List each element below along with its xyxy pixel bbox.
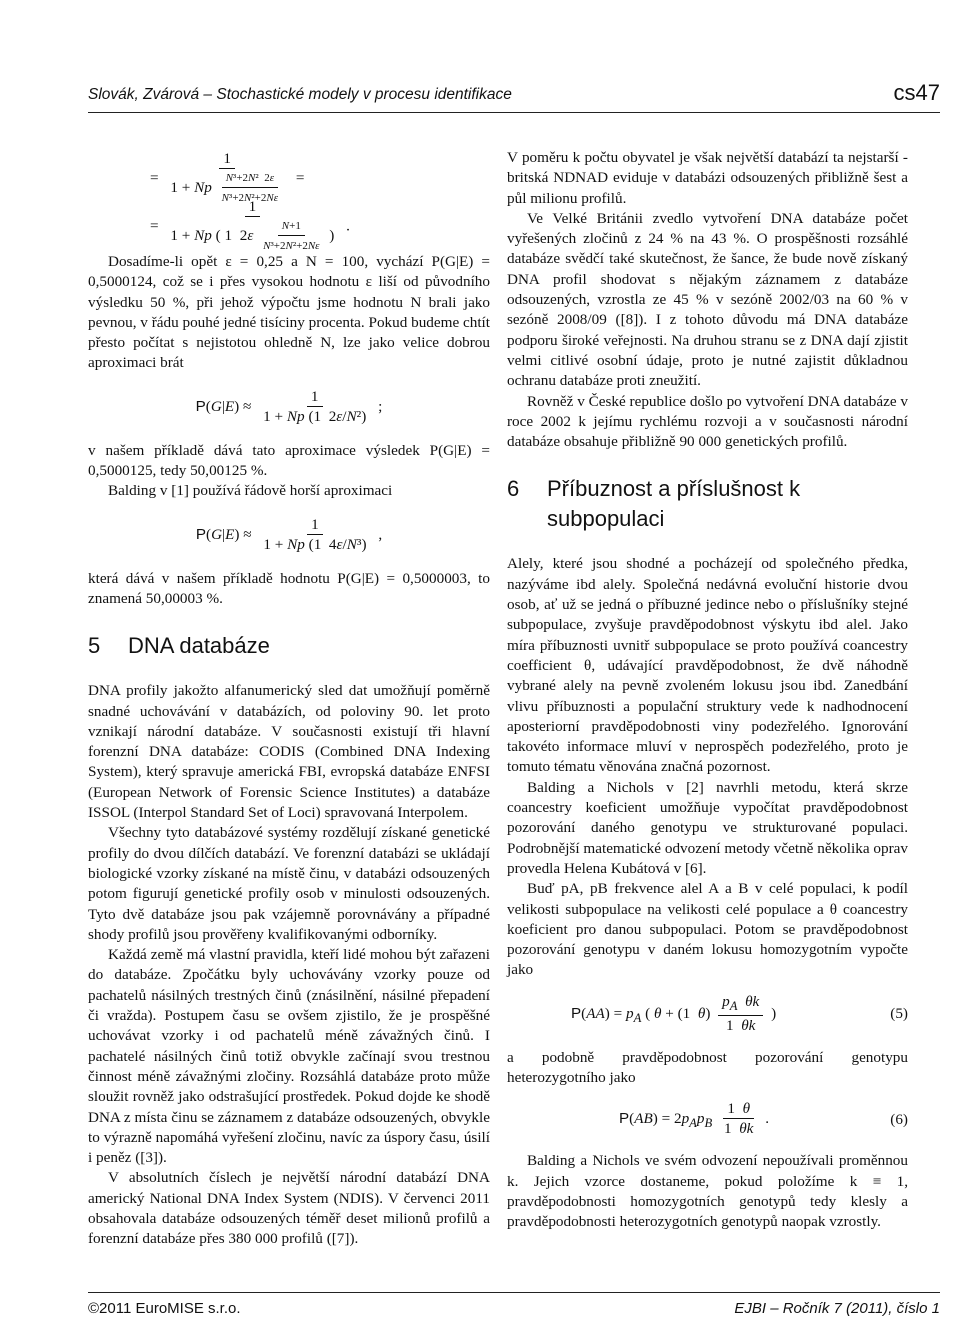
equation-number: (5)	[890, 1005, 908, 1023]
paragraph: Každá země má vlastní pravidla, kteří lidé mohou být zařazeni do databáze. Zpočátku byly uchovávány vzorky pouze od pachatelů násilných trestných činů (znásilnění, násilné přepadení či vražda). Postupem času se ovšem zjistilo, že je prospěšné uchovávat vzorky i od pachatelů méně závažných činů. I pachatelé násilných činů totiž obvykle začínají svou trestnou činnost méně závažnými zločiny. Rozsáhlá databáze proto může sloužit rovněž jako odstrašující prostředek. Pokud dojde ke shodě DNA z místa činu se záznamem z databáze odsouzených, obvykle to výrazně napomáhá vyřešení zločinu, navíc za úspory času, úsilí i peněz ([3]).	[88, 946, 490, 1167]
right-column	[507, 148, 908, 1233]
paragraph: v našem příkladě dává tato aproximace výsledek P(G|E) = 0,5000125, tedy 50,00125 %.	[88, 441, 490, 480]
paragraph: Ve Velké Británii zvedlo vytvoření DNA databáze počet vyřešených zločinů z 24 % na 43 %. O prospěšnosti rozsáhlé databáze svědčí také skutečnost, že šance, že bude nově získaný DNA profil shodovat s nějakým záznamem z databáze odsouzených, vzrostla ze 45 % v sezóně 2002/03 na 60 % v sezóně 2008/09 ([8]). I z tohoto důvodu má DNA databáze podporu široké veřejnosti. Na druhou stranu se z DNA dají zjistit velmi citlivé osobní údaje, proto je nutné zajistit důkladnou ochranu databáze proti zneužití.	[507, 209, 908, 390]
equation-5: $P(AA) = p_A$ ( θ + (1 θ) $\frac{p_A \theta k}{1 \theta k}$ ) (5)	[571, 992, 908, 1034]
equation-approx-2: P(G|E) ≈ $\frac{1}{\text{1 + Np (1 4ε/N³)}}$ ,	[195, 515, 383, 553]
paragraph: Všechny tyto databázové systémy rozdělují získané genetické profily do dvou dílčích databází. Ve forenzní databázi se ukládají biologické vzorky získané na místě činu, v databázi odsouzených potom figurují genetické profily osob v minulosti odsouzených. Tyto dvě databáze jsou pak vzájemně porovnávány a případné shody profilů jsou prověřeny kvalifikovanými odborníky.	[88, 824, 490, 943]
paragraph: Alely, které jsou shodné a pocházejí od společného předka, nazýváme ibd alely. Společná nedávná evoluční historie dvou osob, ať už se jedná o příbuzné jedince nebo o příslušníky stejné subpopulace, zvyšuje pravděpodobnost výskytu ibd alel. Jako míra příbuznosti uvnitř subpopulace se proto používá coancestry coefficient θ, udávající pravděpodobnost, že dvě náhodně vybrané alely na pevně zvoleném lokusu jsou ibd. Zanedbání vlivu příbuznosti a populační struktury vede k nadhodnocení aposteriorní pravděpodobnosti viny podezřelého. Ignorování takovéto informace mluví v neprospěch podezřelého, proto je tomuto tématu věnována značná pozornost.	[507, 555, 908, 776]
paragraph: Buď pA, pB frekvence alel A a B v celé populaci, k podíl velikosti subpopulace na velikosti celé populace a θ coancestry koeficient pro danou subpopulaci. Potom se pravděpodobnost pozorování genotypu v daném lokusu homozygotním vypočte jako	[507, 880, 908, 979]
section-title: DNA databáze	[128, 633, 270, 659]
section-heading	[88, 631, 490, 661]
running-title: Slovák, Zvárová – Stochastické modely v procesu identifikace	[88, 86, 512, 103]
header-rule	[88, 112, 940, 113]
equation-approx-1: P(G|E) ≈ $\frac{1}{\text{1 + Np (1 2ε/N²)}}$ ;	[195, 387, 383, 425]
page-number: cs47	[893, 80, 940, 105]
section-number: 6	[507, 476, 520, 502]
journal-info: EJBI – Ročník 7 (2011), číslo 1	[734, 1300, 940, 1317]
section-heading	[507, 474, 908, 534]
paragraph: Balding a Nichols v [2] navrhli metodu, která skrze coancestry koeficient umožňuje vypočítat pravděpodobnost pozorování daného genotypu ve strukturované populaci. Podrobnější matematické odvození metody včetně několika oprav provedla Helena Kubátová v [6].	[507, 778, 908, 877]
section-number: 5	[88, 633, 101, 659]
section-title: Příbuznost a příslušnost k subpopulaci	[547, 476, 801, 532]
paragraph: a podobně pravděpodobnost pozorování genotypu heterozygotního jako	[507, 1048, 908, 1087]
footer-rule	[88, 1292, 940, 1293]
paragraph: která dává v našem příkladě hodnotu P(G|E) = 0,5000003, to znamená 50,00003 %.	[88, 569, 490, 607]
paragraph: Balding v [1] používá řádově horší aproximaci	[108, 482, 393, 500]
equation-6: $P(AB) = 2p_Ap_B$ $\frac{1 \theta}{1 \theta k}$ . (6)	[619, 1100, 908, 1138]
paragraph: Dosadíme-li opět ε = 0,25 a N = 100, vychází P(G|E) = 0,5000124, což se i přes vysokou hodnotu ε liší od původního výsledku 50 %, při jehož výpočtu jsme hodnotu N brali jako pevnou, v řádu pouhé jedné tisíciny procenta. Pokud budeme chtít přesto počítat s nejistotou ohledně N, lze jako velice dobrou aproximaci brát	[88, 253, 490, 372]
paragraph: Rovněž v České republice došlo po vytvoření DNA databáze v roce 2002 k jejímu rychlému rozvoji a v současnosti národní databáze obsahuje přibližně 90 000 genetických profilů.	[507, 392, 908, 451]
equation-number: (6)	[890, 1110, 908, 1128]
paragraph: Balding a Nichols ve svém odvození nepoužívali proměnnou k. Jejich vzorce dostaneme, pokud položíme k ≡ 1, pravděpodobnosti homozygotních genotypů tedy klesly a pravděpodobnosti heterozygotních genotypů naopak vzrostly.	[507, 1152, 908, 1231]
copyright: ©2011 EuroMISE s.r.o.	[88, 1300, 241, 1317]
paragraph: V absolutních číslech je největší národní databází DNA americký National DNA Index System (NDIS). V červenci 2011 obsahovala databáze odsouzených téměř deset milionů profilů a forenzní databáze přes 380 000 profilů ([7]).	[88, 1169, 490, 1248]
page-header	[88, 80, 940, 110]
paragraph: V poměru k počtu obyvatel je však největší databází ta nejstarší - britská NDNAD eviduje v databázi odsouzených přibližně šest a půl milionu profilů.	[507, 149, 908, 207]
left-column	[88, 142, 490, 1250]
equation-continuation: = 1 1 + Np $\frac{\text{N³+2N² 2ε}}{\text{N³+2N²+2Nε}}$ = = 1 1 + Np ( 1 2ε $\frac{N+1}{\text{N³+2N²+2Nε}}$ ) .	[150, 150, 350, 252]
paragraph: DNA profily jakožto alfanumerický sled dat umožňují poměrně snadné uchovávání v databázích, od poloviny 90. let proto vznikají národní databáze. V současnosti existují tři hlavní forenzní DNA databáze: CODIS (Combined DNA Indexing System), který spravuje americká FBI, evropská databáze ENFSI (European Network of Forensic Science Institutes) a databáze ISSOL (Interpol Standard Set of Loci) spravovaná Interpolem.	[88, 682, 490, 822]
